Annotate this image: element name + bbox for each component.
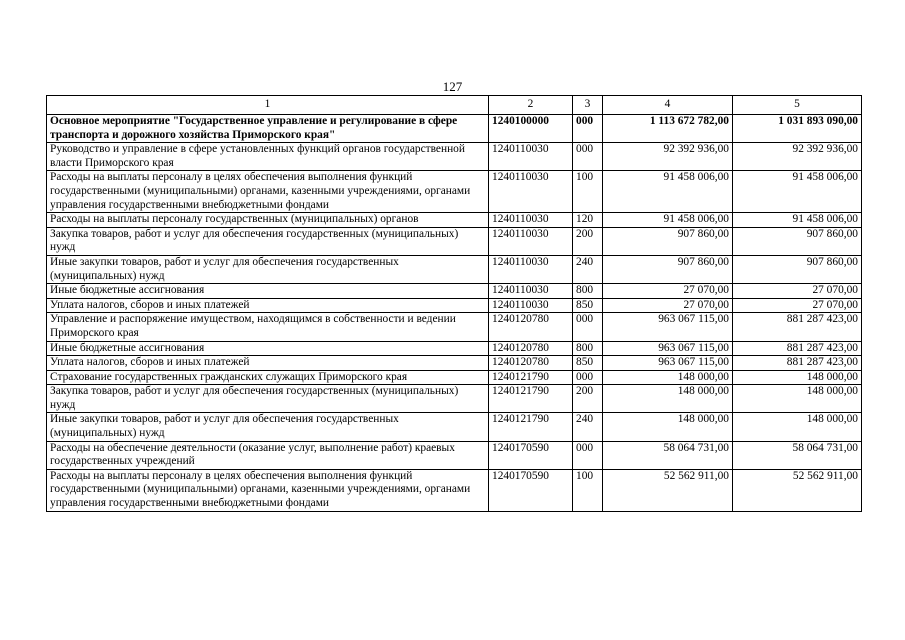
amount-col4-cell: 1 113 672 782,00 (603, 115, 733, 143)
column-header: 2 (489, 96, 573, 115)
amount-col4-cell: 963 067 115,00 (603, 356, 733, 371)
row-name-cell: Расходы на выплаты персоналу в целях обеспечения выполнения функций государственными (муниципальными) органами, казенными учреждениями, органами управления государственными внебюджетными фондами (47, 469, 489, 511)
expense-type-cell: 850 (573, 356, 603, 371)
amount-col5-cell: 881 287 423,00 (733, 341, 862, 356)
amount-col4-cell: 27 070,00 (603, 284, 733, 299)
target-code-cell: 1240120780 (489, 356, 573, 371)
table-row (47, 171, 862, 213)
expense-type-cell: 800 (573, 341, 603, 356)
amount-col5-cell: 881 287 423,00 (733, 313, 862, 341)
row-name-cell: Иные закупки товаров, работ и услуг для обеспечения государственных (муниципальных) нужд (47, 255, 489, 283)
header-row (47, 96, 862, 115)
table-row (47, 298, 862, 313)
row-name-cell: Основное мероприятие "Государственное управление и регулирование в сфере транспорта и дорожного хозяйства Приморского края" (47, 115, 489, 143)
table-row (47, 213, 862, 228)
table-row (47, 313, 862, 341)
row-name-cell: Управление и распоряжение имуществом, находящимся в собственности и ведении Приморского края (47, 313, 489, 341)
row-name-cell: Расходы на выплаты персоналу государственных (муниципальных) органов (47, 213, 489, 228)
target-code-cell: 1240110030 (489, 255, 573, 283)
amount-col5-cell: 881 287 423,00 (733, 356, 862, 371)
target-code-cell: 1240120780 (489, 313, 573, 341)
amount-col5-cell: 1 031 893 090,00 (733, 115, 862, 143)
amount-col4-cell: 92 392 936,00 (603, 143, 733, 171)
table-row (47, 413, 862, 441)
amount-col4-cell: 907 860,00 (603, 255, 733, 283)
table-body (47, 115, 862, 512)
target-code-cell: 1240120780 (489, 341, 573, 356)
table-row (47, 385, 862, 413)
expense-type-cell: 120 (573, 213, 603, 228)
amount-col5-cell: 52 562 911,00 (733, 469, 862, 511)
target-code-cell: 1240121790 (489, 413, 573, 441)
row-name-cell: Иные бюджетные ассигнования (47, 341, 489, 356)
row-name-cell: Уплата налогов, сборов и иных платежей (47, 356, 489, 371)
table-row (47, 143, 862, 171)
row-name-cell: Иные бюджетные ассигнования (47, 284, 489, 299)
column-header: 4 (603, 96, 733, 115)
column-header: 1 (47, 96, 489, 115)
amount-col4-cell: 148 000,00 (603, 370, 733, 385)
expense-type-cell: 200 (573, 385, 603, 413)
target-code-cell: 1240110030 (489, 284, 573, 299)
amount-col4-cell: 148 000,00 (603, 385, 733, 413)
expense-type-cell: 000 (573, 370, 603, 385)
table-row (47, 115, 862, 143)
row-name-cell: Закупка товаров, работ и услуг для обеспечения государственных (муниципальных) нужд (47, 227, 489, 255)
amount-col4-cell: 907 860,00 (603, 227, 733, 255)
amount-col4-cell: 52 562 911,00 (603, 469, 733, 511)
row-name-cell: Иные закупки товаров, работ и услуг для обеспечения государственных (муниципальных) нужд (47, 413, 489, 441)
budget-table (46, 95, 862, 512)
expense-type-cell: 240 (573, 255, 603, 283)
expense-type-cell: 850 (573, 298, 603, 313)
expense-type-cell: 000 (573, 441, 603, 469)
table-row (47, 341, 862, 356)
table-header (47, 96, 862, 115)
amount-col5-cell: 91 458 006,00 (733, 171, 862, 213)
amount-col5-cell: 148 000,00 (733, 370, 862, 385)
amount-col4-cell: 91 458 006,00 (603, 213, 733, 228)
amount-col5-cell: 92 392 936,00 (733, 143, 862, 171)
amount-col4-cell: 148 000,00 (603, 413, 733, 441)
amount-col5-cell: 58 064 731,00 (733, 441, 862, 469)
expense-type-cell: 100 (573, 469, 603, 511)
amount-col4-cell: 963 067 115,00 (603, 341, 733, 356)
column-header: 3 (573, 96, 603, 115)
amount-col4-cell: 27 070,00 (603, 298, 733, 313)
row-name-cell: Страхование государственных гражданских служащих Приморского края (47, 370, 489, 385)
row-name-cell: Руководство и управление в сфере установленных функций органов государственной власти Приморского края (47, 143, 489, 171)
row-name-cell: Закупка товаров, работ и услуг для обеспечения государственных (муниципальных) нужд (47, 385, 489, 413)
amount-col5-cell: 27 070,00 (733, 298, 862, 313)
table-row (47, 469, 862, 511)
table-row (47, 284, 862, 299)
target-code-cell: 1240121790 (489, 370, 573, 385)
page-number: 127 (442, 79, 463, 94)
amount-col5-cell: 27 070,00 (733, 284, 862, 299)
expense-type-cell: 000 (573, 115, 603, 143)
expense-type-cell: 000 (573, 313, 603, 341)
expense-type-cell: 240 (573, 413, 603, 441)
column-header: 5 (733, 96, 862, 115)
amount-col5-cell: 91 458 006,00 (733, 213, 862, 228)
expense-type-cell: 200 (573, 227, 603, 255)
amount-col4-cell: 58 064 731,00 (603, 441, 733, 469)
row-name-cell: Расходы на обеспечение деятельности (оказание услуг, выполнение работ) краевых государственных учреждений (47, 441, 489, 469)
target-code-cell: 1240110030 (489, 298, 573, 313)
expense-type-cell: 800 (573, 284, 603, 299)
target-code-cell: 1240110030 (489, 227, 573, 255)
row-name-cell: Уплата налогов, сборов и иных платежей (47, 298, 489, 313)
expense-type-cell: 000 (573, 143, 603, 171)
table-row (47, 370, 862, 385)
amount-col5-cell: 148 000,00 (733, 413, 862, 441)
target-code-cell: 1240110030 (489, 171, 573, 213)
amount-col5-cell: 907 860,00 (733, 255, 862, 283)
table-row (47, 356, 862, 371)
amount-col5-cell: 907 860,00 (733, 227, 862, 255)
target-code-cell: 1240100000 (489, 115, 573, 143)
table-row (47, 441, 862, 469)
target-code-cell: 1240110030 (489, 143, 573, 171)
amount-col4-cell: 91 458 006,00 (603, 171, 733, 213)
amount-col5-cell: 148 000,00 (733, 385, 862, 413)
target-code-cell: 1240121790 (489, 385, 573, 413)
table-row (47, 227, 862, 255)
expense-type-cell: 100 (573, 171, 603, 213)
table-row (47, 255, 862, 283)
row-name-cell: Расходы на выплаты персоналу в целях обеспечения выполнения функций государственными (муниципальными) органами, казенными учреждениями, органами управления государственными внебюджетными фондами (47, 171, 489, 213)
amount-col4-cell: 963 067 115,00 (603, 313, 733, 341)
target-code-cell: 1240110030 (489, 213, 573, 228)
target-code-cell: 1240170590 (489, 441, 573, 469)
target-code-cell: 1240170590 (489, 469, 573, 511)
